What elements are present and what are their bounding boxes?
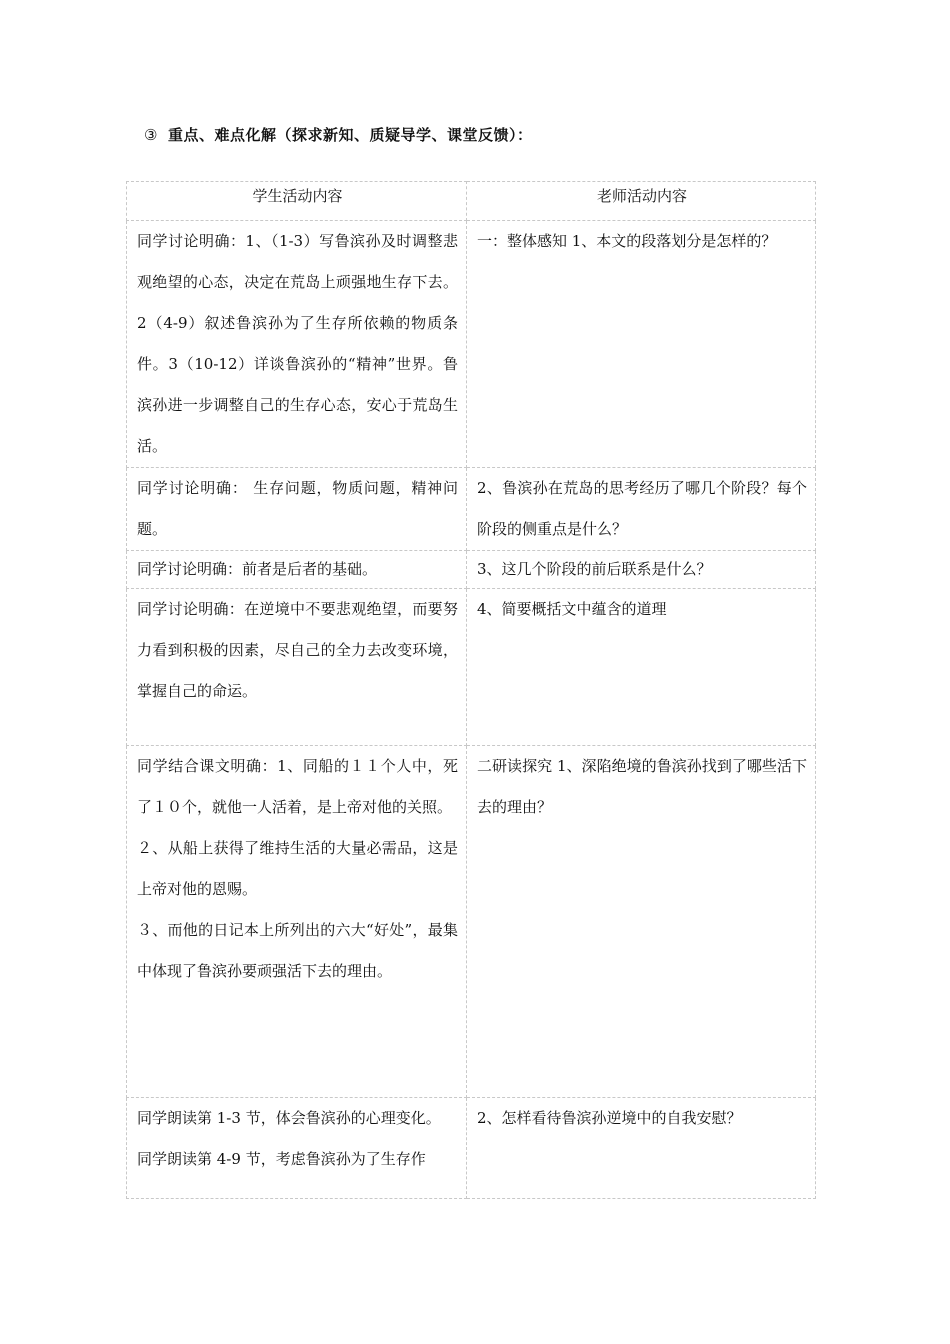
student-line: ２、从船上获得了维持生活的大量必需品，这是上帝对他的恩赐。 <box>137 839 458 898</box>
student-cell <box>127 1098 467 1199</box>
activity-table <box>126 181 816 1199</box>
table-row <box>127 551 816 589</box>
teacher-cell: 4、简要概括文中蕴含的道理 <box>467 589 816 746</box>
table-row <box>127 746 816 1098</box>
teacher-activity-header: 老师活动内容 <box>467 182 816 221</box>
teacher-cell: 一：整体感知 1、本文的段落划分是怎样的？ <box>467 221 816 468</box>
teacher-cell: 3、这几个阶段的前后联系是什么？ <box>467 551 816 589</box>
table-row <box>127 589 816 746</box>
student-cell: 同学讨论明确：前者是后者的基础。 <box>127 551 467 589</box>
teacher-cell: 2、鲁滨孙在荒岛的思考经历了哪几个阶段？每个阶段的侧重点是什么？ <box>467 468 816 551</box>
student-cell: 同学讨论明确：在逆境中不要悲观绝望，而要努力看到积极的因素，尽自己的全力去改变环境，掌握自己的命运。 <box>127 589 467 746</box>
teacher-cell: 2、怎样看待鲁滨孙逆境中的自我安慰？ <box>467 1098 816 1199</box>
student-cell <box>127 746 467 1098</box>
table-row <box>127 1098 816 1199</box>
teacher-cell: 二研读探究 1、深陷绝境的鲁滨孙找到了哪些活下去的理由？ <box>467 746 816 1098</box>
section-title: 重点、难点化解（探求新知、质疑导学、课堂反馈）： <box>167 126 533 144</box>
table-header-row <box>127 182 816 221</box>
student-line: ３、而他的日记本上所列出的六大“好处”，最集中体现了鲁滨孙要顽强活下去的理由。 <box>137 921 458 980</box>
table-row <box>127 221 816 468</box>
student-line: 同学朗读第 4-9 节，考虑鲁滨孙为了生存作 <box>137 1150 426 1168</box>
student-cell: 同学讨论明确：1、（1-3）写鲁滨孙及时调整悲观绝望的心态，决定在荒岛上顽强地生存下去。2（4-9）叙述鲁滨孙为了生存所依赖的物质条件。3（10-12）详谈鲁滨孙的“精神”世界。鲁滨孙进一步调整自己的生存心态，安心于荒岛生活。 <box>127 221 467 468</box>
student-line: 同学结合课文明确：1、同船的１１个人中，死了１０个，就他一人活着，是上帝对他的关照。 <box>137 757 458 816</box>
student-cell: 同学讨论明确： 生存问题，物质问题，精神问题。 <box>127 468 467 551</box>
student-line: 同学朗读第 1-3 节，体会鲁滨孙的心理变化。 <box>137 1109 441 1127</box>
section-heading <box>144 124 532 145</box>
section-number: ③ <box>144 126 158 144</box>
table-row <box>127 468 816 551</box>
student-activity-header: 学生活动内容 <box>127 182 467 221</box>
